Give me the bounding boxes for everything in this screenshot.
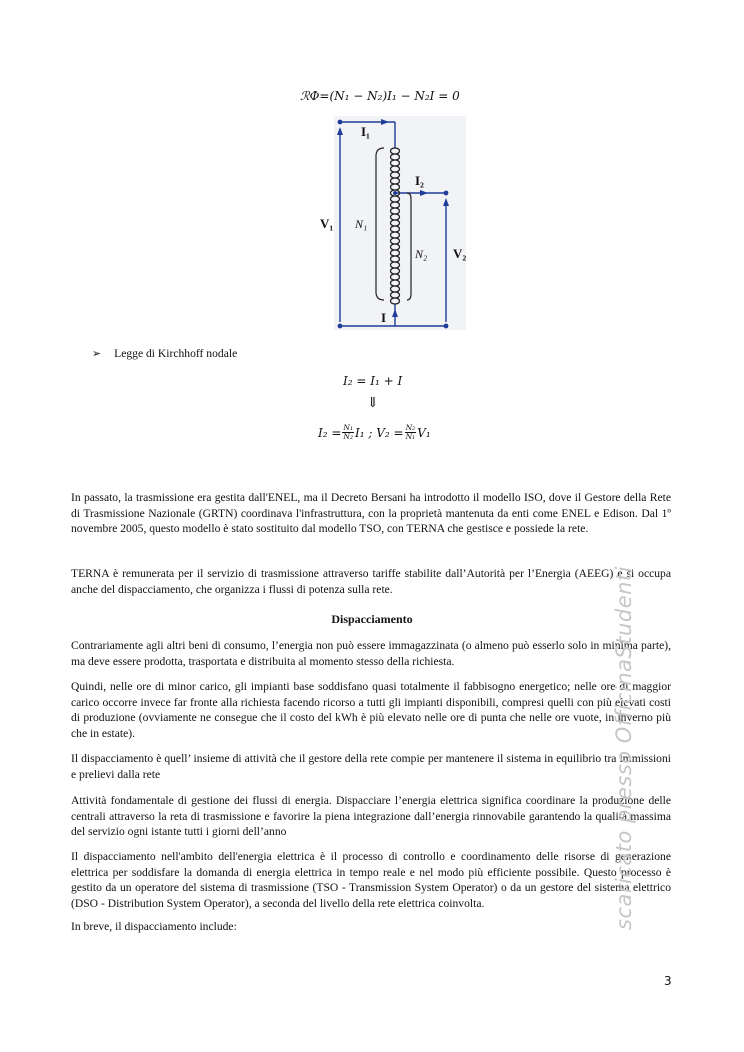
reluctance-equation: ℛΦ=(N₁ − N₂)I₁ − N₂I = 0 (300, 89, 460, 103)
ratio-v2-rhs: V₁ (417, 425, 431, 440)
label-V1: V₁ (320, 216, 334, 231)
section-title: Dispacciamento (331, 612, 413, 626)
paragraph-process: Il dispacciamento nell'ambito dell'energia elettrica è il processo di controllo e coordinamento delle risorse di generazione elettrica per soddisfare la domanda di energia elettrica in tempo reale e nel modo più efficiente possibile. Questo processo è gestito da un operatore del sistema di trasmissione (TSO - Transmission System Operator) o da un gestore del sistema elettrico (DSO - Distribution System Operator), a seconda del livello della rete elettrica coinvolta. (71, 850, 671, 910)
label-I: I (381, 310, 387, 325)
ratio-i2-fraction (342, 424, 354, 441)
ratio-v2-num: N₂ (405, 423, 416, 432)
paragraph-load: Quindi, nelle ore di minor carico, gli impianti base soddisfano quasi totalmente il fabbisogno energetico; nelle ore di maggior carico occorre invece far fronte alla richiesta facendo ricorso a tutti gli impianti disponibili, compresi quelli con più elevati costi di produzione (ovviamente ne consegue che il costo del kWh è più elevato nelle ore di punta che nelle ore vuote, in inverno più che in estate). (71, 680, 671, 740)
label-I1: I₁ (361, 124, 370, 139)
watermark: scaricato presso OfficinaStudenti (612, 566, 636, 930)
ratio-i2-num: N₁ (343, 423, 353, 432)
label-V2: V₂ (453, 246, 467, 261)
autotransformer-diagram (318, 112, 478, 334)
paragraph-definition: Il dispacciamento è quell’ insieme di attività che il gestore della rete compie per mantenere il sistema in equilibrio tra immissioni e prelievi dalla rete (71, 752, 671, 781)
bullet-arrow-icon: ➢ (92, 347, 102, 360)
paragraph-summary: In breve, il dispacciamento include: (71, 920, 237, 933)
paragraph-terna: TERNA è remunerata per il servizio di trasmissione attraverso tariffe stabilite dall’Autorità per l’Energia (AEEG) e si occupa anche del dispacciamento, che organizza i flussi di potenza sulla rete. (71, 567, 671, 596)
ratio-i2-rhs: I₁ ; V₂ = (355, 425, 404, 440)
label-N1: N₁ (355, 217, 368, 231)
coil-winding (391, 148, 400, 304)
paragraph-history: In passato, la trasmissione era gestita dall'ENEL, ma il Decreto Bersani ha introdotto il modello ISO, dove il Gestore della Rete di Trasmissione Nazionale (GRTN) coordinava l'infrastruttura, con la proprietà mantenuta da enti come ENEL e Edison. Dal 1º novembre 2005, questo modello è stato sostituito dal modello TSO, con TERNA che gestisce e possiede la rete. (71, 491, 671, 536)
paragraph-storage: Contrariamente agli altri beni di consumo, l’energia non può essere immagazzinata (o almeno può esserlo solo in minima parte), ma deve essere prodotta, trasportata e distribuita al momento stesso della richiesta. (71, 639, 671, 668)
ratio-i2-lhs: I₂ = (318, 425, 342, 440)
implies-arrow: ⇓ (367, 395, 379, 411)
ratio-equation (318, 424, 431, 441)
kirchhoff-equation: I₂ = I₁ + I (343, 374, 403, 388)
page-number: 3 (664, 974, 672, 988)
ratio-i2-den: N₂ (343, 432, 353, 441)
ratio-v2-den: N₁ (405, 432, 416, 441)
bullet-item (92, 347, 237, 360)
label-I2: I₂ (415, 173, 424, 188)
bullet-text: Legge di Kirchhoff nodale (114, 347, 238, 360)
paragraph-activity: Attività fondamentale di gestione dei flussi di energia. Dispacciare l’energia elettrica significa coordinare la produzione delle centrali attraverso la reta di trasmissione e favorire la piena integrazione dall’energia rinnovabile garantendo la qualità massima del servizio ogni istante tutti i giorni dell’anno (71, 794, 671, 839)
ratio-v2-fraction (405, 424, 417, 441)
label-N2: N₂ (415, 247, 428, 261)
